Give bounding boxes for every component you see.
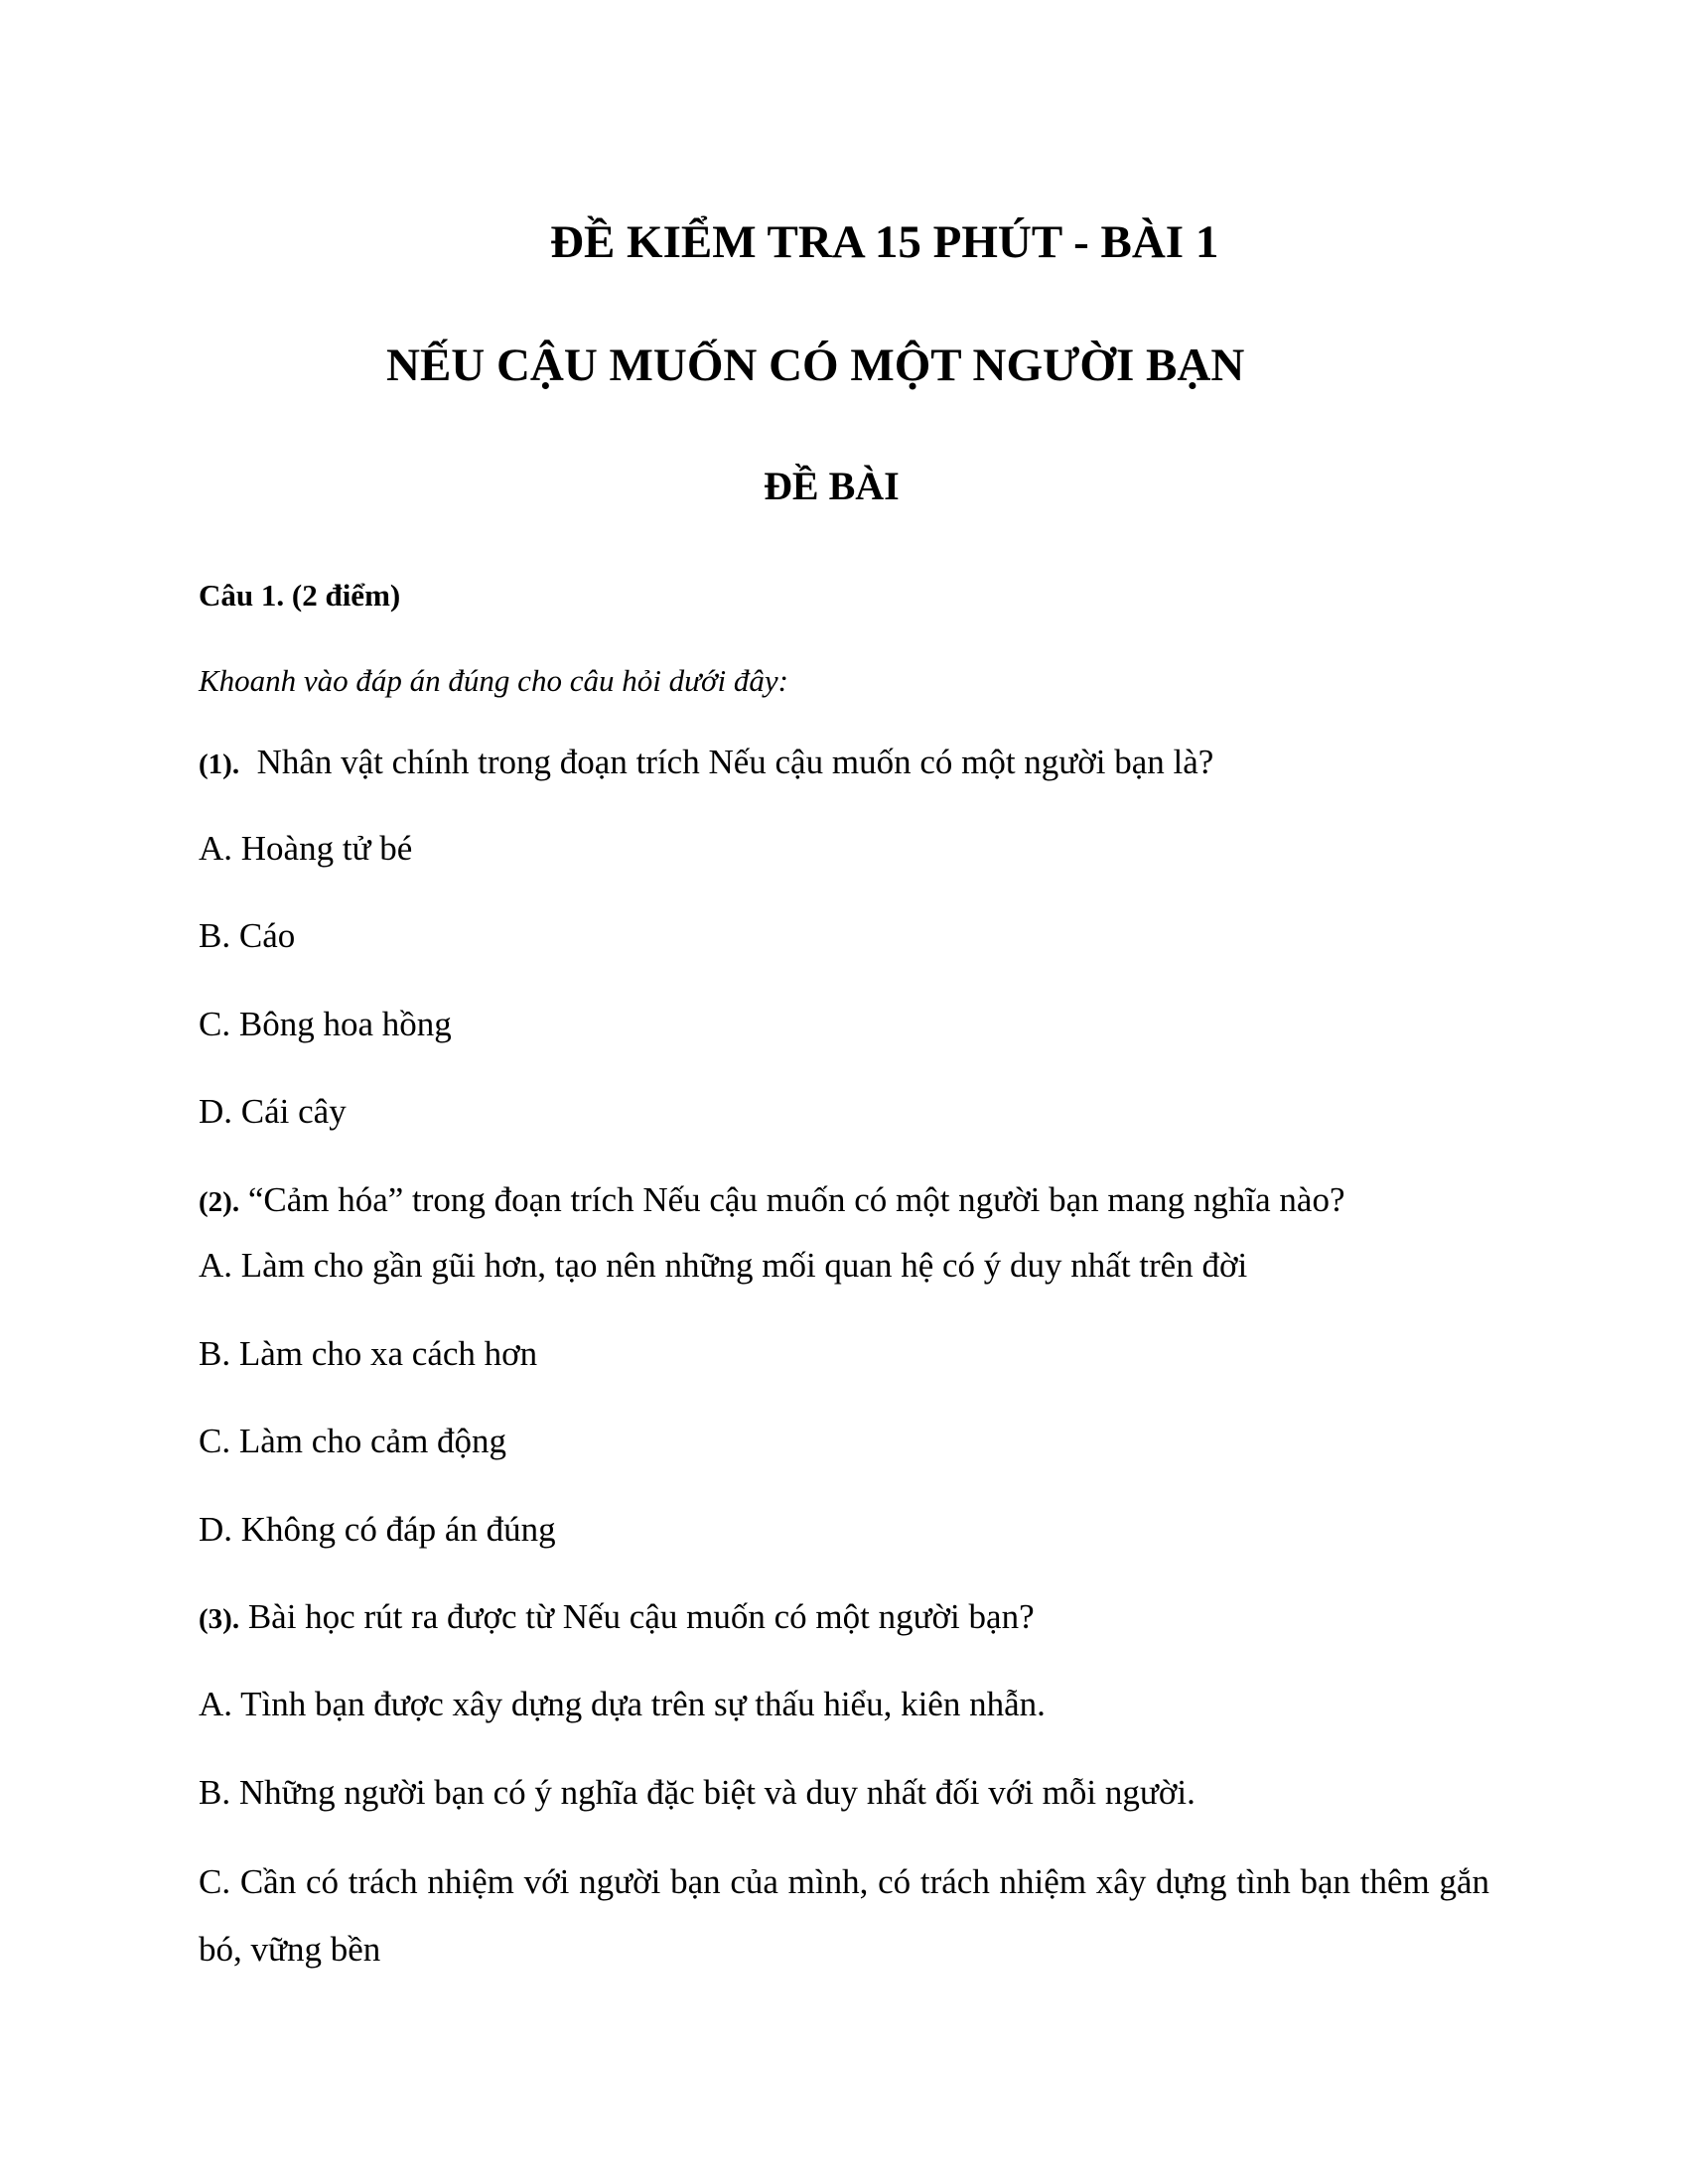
answer-option: A. Hoàng tử bé bbox=[199, 829, 413, 868]
question-heading: Câu 1. (2 điểm) bbox=[199, 578, 401, 613]
question-number: (1). bbox=[199, 749, 240, 780]
question-item-2 bbox=[199, 1178, 1499, 1224]
answer-option: C. Làm cho cảm động bbox=[199, 1422, 507, 1460]
document-subtitle: NẾU CẬU MUỐN CÓ MỘT NGƯỜI BẠN bbox=[386, 340, 1245, 391]
answer-option: B. Làm cho xa cách hơn bbox=[199, 1334, 538, 1373]
question-text: Bài học rút ra được từ Nếu cậu muốn có một người bạn? bbox=[247, 1597, 1035, 1636]
answer-option: A. Làm cho gần gũi hơn, tạo nên những mối quan hệ có ý duy nhất trên đời bbox=[199, 1246, 1248, 1285]
answer-option: C. Bông hoa hồng bbox=[199, 1005, 452, 1043]
question-number: (3). bbox=[199, 1603, 240, 1635]
answer-option: A. Tình bạn được xây dựng dựa trên sự thấu hiểu, kiên nhẫn. bbox=[199, 1685, 1046, 1723]
answer-option: D. Cái cây bbox=[199, 1092, 347, 1131]
question-number: (2). bbox=[199, 1186, 240, 1218]
answer-option: B. Những người bạn có ý nghĩa đặc biệt và duy nhất đối với mỗi người. bbox=[199, 1773, 1196, 1812]
question-instruction: Khoanh vào đáp án đúng cho câu hỏi dưới đây: bbox=[199, 663, 788, 698]
question-item-1 bbox=[199, 741, 1499, 786]
answer-option: C. Cần có trách nhiệm với người bạn của mình, có trách nhiệm xây dựng tình bạn thêm gắn bó, vững bền bbox=[199, 1862, 1489, 1969]
document-title: ĐỀ KIỂM TRA 15 PHÚT - BÀI 1 bbox=[550, 216, 1219, 268]
question-text: Nhân vật chính trong đoạn trích Nếu cậu muốn có một người bạn là? bbox=[256, 743, 1214, 781]
answer-option: D. Không có đáp án đúng bbox=[199, 1510, 556, 1549]
question-item-3 bbox=[199, 1595, 1499, 1641]
question-text: “Cảm hóa” trong đoạn trích Nếu cậu muốn có một người bạn mang nghĩa nào? bbox=[247, 1180, 1345, 1219]
answer-option: B. Cáo bbox=[199, 916, 296, 955]
section-heading: ĐỀ BÀI bbox=[764, 464, 900, 508]
